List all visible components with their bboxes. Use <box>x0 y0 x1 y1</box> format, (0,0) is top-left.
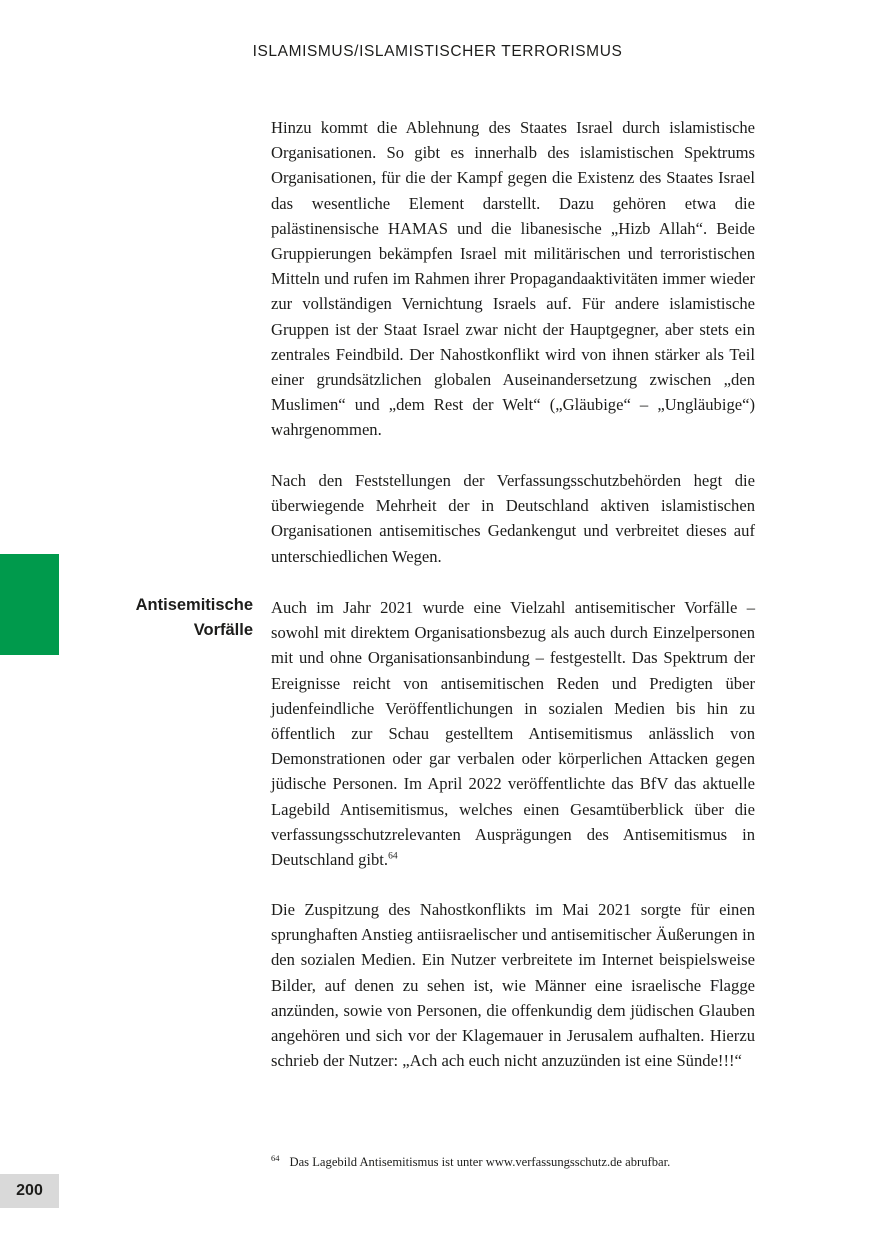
page-number-box <box>0 1174 59 1208</box>
section-heading-line-2: Vorfälle <box>193 621 253 639</box>
paragraph-israel-rejection: Hinzu kommt die Ablehnung des Staates Israel durch islamistische Organisationen. So gibt es innerhalb des islamistischen Spektrums Organisationen, für die der Kampf gegen die Existenz des Staates Israel das wesentliche Element darstellt. Dazu gehören etwa die palästinensische HAMAS und die libanesische „Hizb Allah“. Beide Gruppierungen bekämpfen Israel mit militärischen und terroristischen Mitteln und rufen im Rahmen ihrer Propagandaaktivitäten immer wieder zur vollständigen Vernichtung Israels auf. Für andere islamistische Gruppen ist der Staat Israel zwar nicht der Hauptgegner, aber stets ein zentrales Feindbild. Der Nahostkonflikt wird von ihnen stärker als Teil einer grundsätzlichen globalen Auseinandersetzung zwischen „den Muslimen“ und „dem Rest der Welt“ („Gläubige“ – „Ungläubige“) wahrgenommen. <box>271 118 755 440</box>
paragraph-antisemitic-incidents <box>271 595 755 872</box>
paragraph-middle-east-conflict: Die Zuspitzung des Nahostkonflikts im Mai 2021 sorgte für einen sprunghaften Anstieg antiisraelischer und antisemitischer Äußerungen in den sozialen Medien. Ein Nutzer verbreitete im Internet beispielsweise Bilder, auf denen zu sehen ist, wie Männer eine israelische Flagge anzünden, sowie von Personen, die offenkundig dem jüdischen Glauben angehören und sich vor der Klagemauer in Jerusalem aufhalten. Hierzu schrieb der Nutzer: „Ach ach euch nicht anzuzünden ist eine Sünde!!!“ <box>271 900 755 1071</box>
paragraph-antisemitic-ideas: Nach den Feststellungen der Verfassungsschutzbehörden hegt die überwiegende Mehrheit der in Deutschland aktiven islamistischen Organisationen antisemitisches Gedankengut und verbreitet dieses auf unterschiedlichen Wegen. <box>271 471 755 566</box>
chapter-tab-marker <box>0 554 59 655</box>
page-number: 200 <box>16 1182 43 1199</box>
footnote <box>271 1153 771 1171</box>
section-heading-line-1: Antisemitische <box>135 596 253 614</box>
section-heading <box>100 593 253 643</box>
footnote-number: 64 <box>271 1152 280 1163</box>
footnote-reference: 64 <box>388 851 398 862</box>
footnote-text: Das Lagebild Antisemitismus ist unter www.verfassungsschutz.de abrufbar. <box>289 1155 671 1169</box>
paragraph-antisemitic-incidents-text: Auch im Jahr 2021 wurde eine Vielzahl antisemitischer Vorfälle – sowohl mit direktem Organisationsbezug als auch durch Einzelpersonen mit und ohne Organisationsanbindung – festgestellt. Das Spektrum der Ereignisse reicht von antisemitischen Reden und Predigten über judenfeindliche Veröffentlichungen in sozialen Medien bis hin zu öffentlich zur Schau gestelltem Antisemitismus anlässlich von Demonstrationen oder gar verbalen oder körperlichen Attacken gegen jüdische Personen. Im April 2022 veröffentlichte das BfV das aktuelle Lagebild Antisemitismus, welches einen Gesamtüberblick über die verfassungsschutzrelevanten Ausprägungen des Antisemitismus in Deutschland gibt. <box>271 598 755 870</box>
running-header: ISLAMISMUS/ISLAMISTISCHER TERRORISMUS <box>252 43 623 60</box>
